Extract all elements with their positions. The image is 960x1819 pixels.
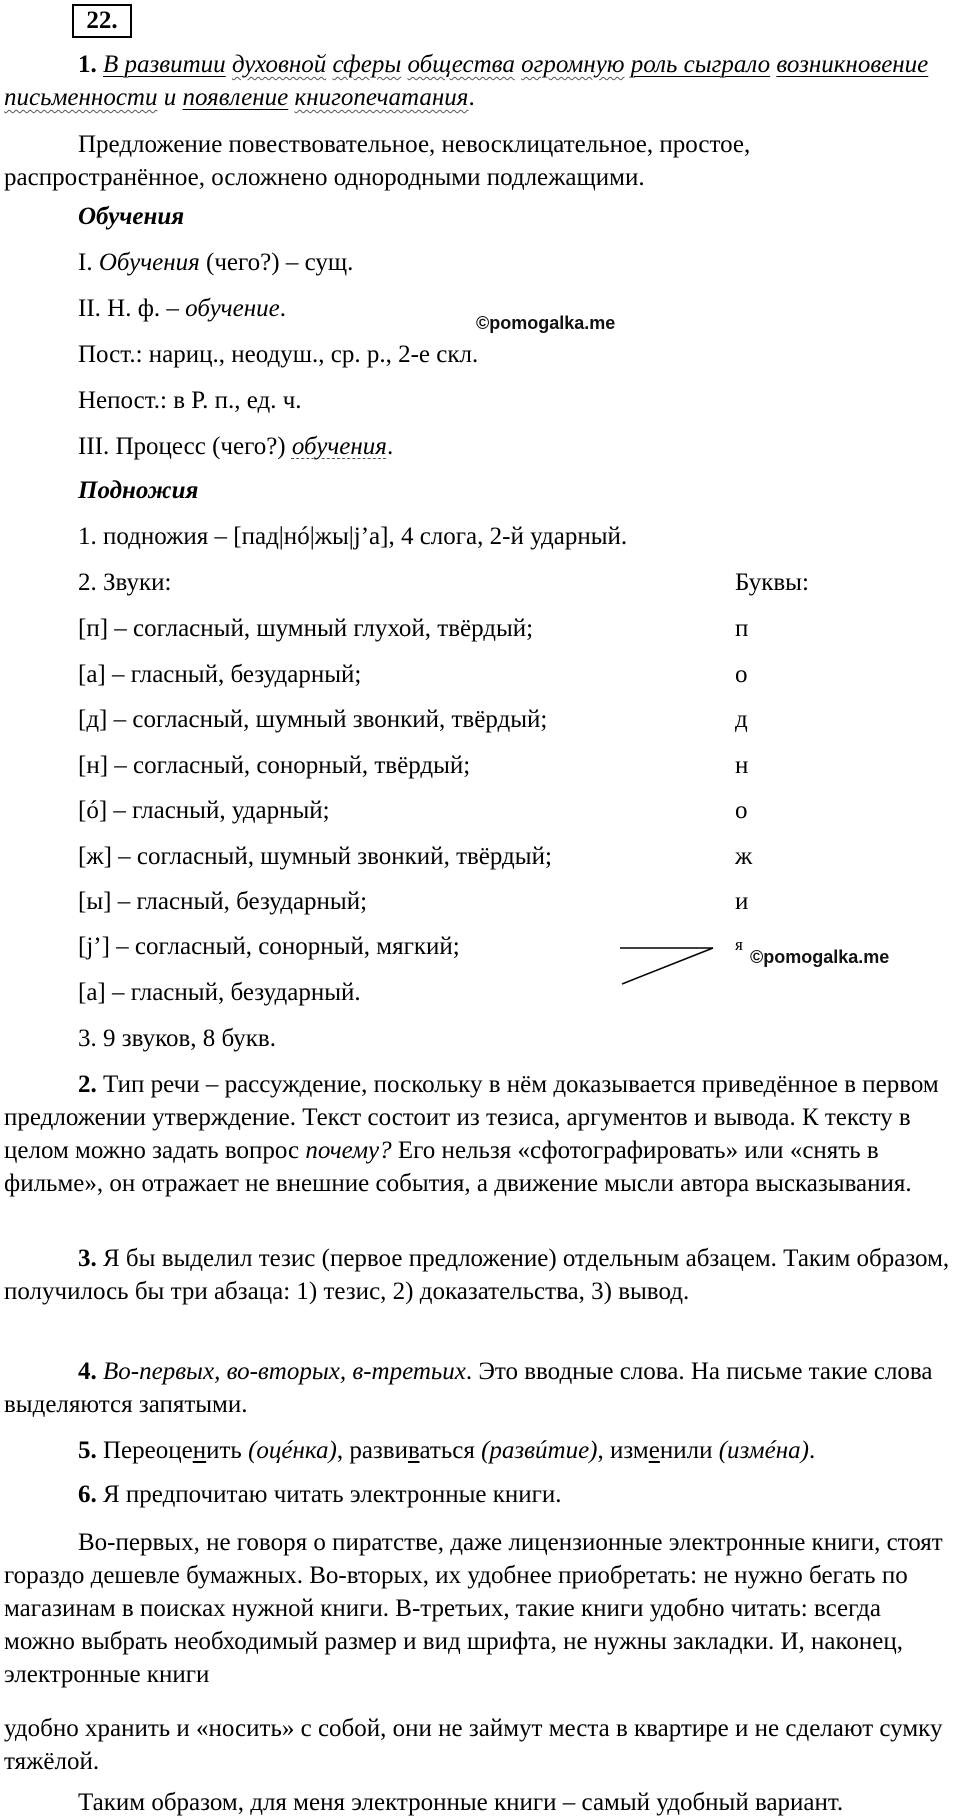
phonetic-line-1: 1. подножия – [пад|нó|жы|j’а], 4 слога, 2-й ударный. <box>78 523 628 550</box>
essay-conclusion: Таким образом, для меня электронные книги – самый удобный вариант. <box>78 1789 844 1816</box>
morph-line-3: Пост.: нариц., неодуш., ср. р., 2-е скл. <box>78 341 479 368</box>
letter-cell: н <box>735 752 749 779</box>
phonetic-line-3: 3. 9 звуков, 8 букв. <box>78 1025 276 1052</box>
sounds-header: 2. Звуки: <box>78 569 172 596</box>
item-number: 1. <box>78 51 97 78</box>
letters-header: Буквы: <box>735 569 809 596</box>
answer-5: 5. Переоценить (оцéнка), развиваться (развúтие), изменили (измéна). <box>78 1437 816 1464</box>
heading-podnozhiya: Подножия <box>78 477 199 504</box>
exercise-number: 22. <box>72 4 132 38</box>
word: книгопечатания <box>294 84 469 111</box>
word: огромную <box>521 51 625 78</box>
morph-line-2: II. Н. ф. – обучение. <box>78 295 286 322</box>
sound-row: [а] – гласный, безударный. <box>78 979 361 1006</box>
sentence-analysis: Предложение повествовательное, невосклицательное, простое, распространённое, осложнено однородными подлежащими. <box>4 131 751 191</box>
answer-6: 6. Я предпочитаю читать электронные книги. <box>78 1481 562 1508</box>
sound-row: [н] – согласный, сонорный, твёрдый; <box>78 752 471 779</box>
watermark: ©pomogalka.me <box>750 947 890 967</box>
sound-row: [ó] – гласный, ударный; <box>78 797 330 824</box>
letter-cell: д <box>735 706 748 733</box>
word: духовной <box>231 51 327 78</box>
word: В развитии <box>103 51 226 78</box>
essay-paragraph: Во-первых, не говоря о пиратстве, даже лицензионные электронные книги, стоят гораздо дешевле бумажных. Во-вторых, их удобнее приобретать: не нужно бегать по магазинам в поисках нужной книги. В-третьих, такие книги удобно читать: всегда можно выбрать необходимый размер и вид шрифта, не нужны закладки. И, наконец, электронные книги <box>4 1529 943 1688</box>
sound-row: [ж] – согласный, шумный звонкий, твёрдый; <box>78 843 552 870</box>
essay-paragraph-continued: удобно хранить и «носить» с собой, они не займут места в квартире и не сделают сумку тяжёлой. <box>4 1715 943 1775</box>
word: и <box>163 84 177 111</box>
sound-row: [п] – согласный, шумный глухой, твёрдый; <box>78 615 534 642</box>
watermark: ©pomogalka.me <box>476 313 616 333</box>
heading-obucheniya: Обучения <box>78 203 185 230</box>
letter-cell: о <box>735 661 748 688</box>
answer-2: 2. Тип речи – рассуждение, поскольку в нём доказывается приведённое в первом предложении утверждение. Текст состоит из тезиса, аргументов и вывода. К тексту в целом можно задать вопрос почему? Его нельзя «сфотографировать» или «снять в фильме», он отражает не внешние события, а движение мысли автора высказывания. <box>4 1071 939 1197</box>
sound-row: [а] – гласный, безударный; <box>78 661 362 688</box>
word: письменности <box>4 84 158 111</box>
word: возникновение <box>776 51 929 78</box>
letter-cell: п <box>735 615 749 642</box>
letter-cell: я <box>735 935 743 954</box>
word: появление <box>182 84 289 111</box>
sound-row: [д] – согласный, шумный звонкий, твёрдый; <box>78 706 548 733</box>
morph-line-4: Непост.: в Р. п., ед. ч. <box>78 387 302 414</box>
morph-line-1: I. Обучения (чего?) – сущ. <box>78 249 354 276</box>
letter-cell: о <box>735 797 748 824</box>
word: роль сыграло <box>630 51 771 78</box>
sound-row: [ы] – гласный, безударный; <box>78 888 368 915</box>
morph-line-5: III. Процесс (чего?) обучения. <box>78 433 394 460</box>
sound-row: [j’] – согласный, сонорный, мягкий; <box>78 933 460 960</box>
letter-cell: и <box>735 888 749 915</box>
word: общества <box>407 51 515 78</box>
word: сферы <box>332 51 402 78</box>
letter-cell: ж <box>735 843 753 870</box>
answer-4: 4. Во-первых, во-вторых, в-третьих. Это вводные слова. На письме такие слова выделяются запятыми. <box>4 1358 933 1418</box>
answer-3: 3. Я бы выделил тезис (первое предложение) отдельным абзацем. Таким образом, получилось бы три абзаца: 1) тезис, 2) доказательства, 3) вывод. <box>4 1245 950 1305</box>
link-line <box>622 948 713 984</box>
punct: . <box>468 84 475 111</box>
